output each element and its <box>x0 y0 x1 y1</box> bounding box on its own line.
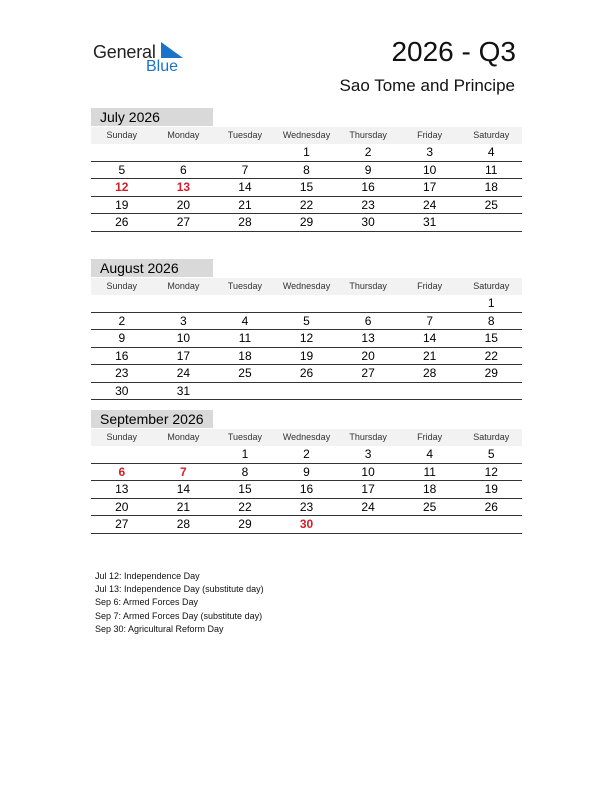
weekday-label: Friday <box>417 130 443 140</box>
day-cell: 30 <box>361 215 375 229</box>
page-title: 2026 - Q3 <box>391 36 516 67</box>
day-cell: 7 <box>180 464 187 479</box>
month-title: July 2026 <box>91 108 213 126</box>
day-cell: 26 <box>484 499 498 514</box>
day-cell: 6 <box>364 313 372 328</box>
day-cell <box>214 144 276 161</box>
day-cell: 8 <box>241 464 249 479</box>
day-cell: 24 <box>176 366 191 380</box>
month-title: August 2026 <box>91 259 213 277</box>
day-cell: 29 <box>299 215 314 229</box>
week-row <box>91 313 522 331</box>
weekday-label: Saturday <box>473 432 510 442</box>
day-cell: 2 <box>118 313 126 328</box>
day-cell: 11 <box>485 162 498 177</box>
day-cell: 18 <box>238 348 252 363</box>
day-cell: 25 <box>238 366 252 380</box>
day-cell: 28 <box>423 366 437 380</box>
day-cell: 10 <box>176 331 191 345</box>
day-cell: 20 <box>115 499 129 514</box>
day-cell: 23 <box>115 366 129 380</box>
day-cell: 5 <box>118 162 126 177</box>
weekday-label: Friday <box>417 281 443 291</box>
day-cell: 16 <box>299 482 314 496</box>
holiday-note: Sep 6: Armed Forces Day <box>95 597 199 608</box>
week-row <box>91 330 522 348</box>
day-cell: 10 <box>361 464 375 479</box>
day-cell: 17 <box>176 348 191 363</box>
month-block <box>91 410 522 534</box>
day-cell: 12 <box>115 180 129 194</box>
day-cell: 16 <box>115 348 129 363</box>
weekday-label: Wednesday <box>282 281 331 291</box>
day-cell <box>399 383 461 400</box>
day-cell <box>276 383 338 400</box>
day-cell: 11 <box>423 464 436 479</box>
weekday-label: Thursday <box>349 130 387 140</box>
day-cell: 8 <box>303 162 310 177</box>
day-cell <box>276 295 338 312</box>
day-cell: 9 <box>118 331 126 345</box>
day-cell <box>399 295 461 312</box>
day-cell <box>153 144 215 161</box>
holiday-note: Sep 30: Agricultural Reform Day <box>95 623 224 634</box>
week-row <box>91 144 522 162</box>
holiday-note: Jul 12: Independence Day <box>95 571 200 581</box>
weekday-header-row <box>91 278 522 295</box>
day-cell <box>91 144 153 161</box>
weekday-label: Tuesday <box>227 432 263 442</box>
day-cell: 12 <box>299 331 314 345</box>
day-cell: 5 <box>303 313 310 328</box>
month-title: September 2026 <box>91 410 213 428</box>
day-cell: 3 <box>180 313 187 328</box>
weekday-label: Friday <box>417 432 443 442</box>
weekday-label: Sunday <box>106 432 138 442</box>
day-cell: 24 <box>361 499 375 514</box>
weekday-label: Monday <box>167 281 200 291</box>
page-subtitle: Sao Tome and Principe <box>339 76 515 95</box>
day-cell: 20 <box>361 348 375 363</box>
day-cell: 30 <box>299 517 314 531</box>
day-cell: 14 <box>176 482 191 496</box>
day-cell: 5 <box>487 447 495 461</box>
weekday-label: Monday <box>167 432 200 442</box>
day-cell <box>337 383 399 400</box>
weekday-label: Saturday <box>473 281 510 291</box>
holiday-note: Sep 7: Armed Forces Day (substitute day) <box>95 610 263 621</box>
day-cell: 21 <box>176 499 191 514</box>
day-cell: 23 <box>361 197 375 212</box>
day-cell: 4 <box>241 313 249 328</box>
logo-flag-icon <box>161 42 183 58</box>
week-row <box>91 516 522 534</box>
day-cell: 19 <box>299 348 314 363</box>
day-cell: 30 <box>115 383 129 398</box>
day-cell: 20 <box>176 197 191 212</box>
day-cell <box>153 446 215 463</box>
day-cell <box>214 383 276 400</box>
day-cell: 18 <box>423 482 437 496</box>
day-cell: 3 <box>364 447 372 461</box>
week-row <box>91 197 522 215</box>
weekday-label: Sunday <box>106 281 138 291</box>
day-cell: 7 <box>241 162 249 177</box>
week-row <box>91 464 522 482</box>
day-cell: 16 <box>361 180 375 194</box>
day-cell: 24 <box>423 197 437 212</box>
week-row <box>91 365 522 383</box>
day-cell: 4 <box>487 145 495 159</box>
day-cell: 1 <box>487 296 495 310</box>
day-cell: 13 <box>176 180 191 194</box>
weekday-label: Wednesday <box>282 130 331 140</box>
day-cell: 29 <box>238 517 252 531</box>
week-row <box>91 446 522 464</box>
weekday-header-row <box>91 127 522 144</box>
day-cell: 9 <box>364 162 372 177</box>
day-cell: 15 <box>299 180 314 194</box>
day-cell: 22 <box>299 197 314 212</box>
day-cell <box>460 214 522 231</box>
week-row <box>91 499 522 517</box>
day-cell <box>337 295 399 312</box>
weekday-label: Sunday <box>106 130 138 140</box>
day-cell: 3 <box>426 145 434 159</box>
day-cell <box>153 295 215 312</box>
day-cell: 6 <box>180 162 187 177</box>
day-cell: 29 <box>484 366 498 380</box>
day-cell: 11 <box>238 331 252 345</box>
day-cell <box>460 516 522 533</box>
day-cell: 12 <box>484 464 498 479</box>
week-row <box>91 162 522 180</box>
day-cell: 22 <box>484 348 498 363</box>
day-cell: 19 <box>115 197 129 212</box>
weekday-label: Thursday <box>349 432 387 442</box>
day-cell: 25 <box>423 499 437 514</box>
day-cell <box>399 516 461 533</box>
weekday-header-row <box>91 429 522 446</box>
day-cell: 7 <box>426 313 434 328</box>
day-cell: 2 <box>364 145 372 159</box>
day-cell: 25 <box>484 197 498 212</box>
month-block <box>91 259 522 400</box>
day-cell: 27 <box>176 215 191 229</box>
day-cell: 26 <box>299 366 314 380</box>
day-cell: 28 <box>176 517 191 531</box>
day-cell: 15 <box>484 331 498 345</box>
weekday-label: Tuesday <box>227 130 263 140</box>
week-row <box>91 214 522 232</box>
day-cell <box>337 516 399 533</box>
day-cell: 4 <box>426 447 434 461</box>
week-row <box>91 179 522 197</box>
day-cell: 31 <box>176 383 191 398</box>
weekday-label: Monday <box>167 130 200 140</box>
day-cell: 19 <box>484 482 498 496</box>
day-cell: 18 <box>484 180 498 194</box>
week-row <box>91 348 522 366</box>
holiday-note: Jul 13: Independence Day (substitute day) <box>95 584 264 595</box>
weekday-label: Saturday <box>473 130 510 140</box>
week-row <box>91 383 522 401</box>
day-cell: 14 <box>423 331 437 345</box>
weekday-label: Wednesday <box>282 432 331 442</box>
day-cell: 14 <box>238 180 252 194</box>
day-cell: 31 <box>423 215 437 229</box>
day-cell: 22 <box>238 499 252 514</box>
day-cell: 27 <box>115 517 129 531</box>
day-cell: 15 <box>238 482 252 496</box>
holiday-notes <box>95 570 264 636</box>
weekday-label: Tuesday <box>227 281 263 291</box>
logo-text-general: General <box>93 42 156 62</box>
day-cell: 2 <box>303 447 310 461</box>
week-row <box>91 481 522 499</box>
day-cell <box>460 383 522 400</box>
day-cell: 10 <box>423 162 437 177</box>
day-cell: 13 <box>361 331 375 345</box>
generalblue-logo <box>93 40 193 80</box>
day-cell: 17 <box>361 482 375 496</box>
day-cell <box>214 295 276 312</box>
day-cell: 6 <box>118 464 126 479</box>
day-cell: 13 <box>115 482 129 496</box>
day-cell: 1 <box>241 447 249 461</box>
week-row <box>91 295 522 313</box>
day-cell <box>91 295 153 312</box>
day-cell <box>91 446 153 463</box>
day-cell: 1 <box>303 145 310 159</box>
day-cell: 21 <box>238 197 252 212</box>
day-cell: 23 <box>299 499 314 514</box>
month-block <box>91 108 522 232</box>
logo-text-blue: Blue <box>146 58 179 75</box>
day-cell: 28 <box>238 215 252 229</box>
day-cell: 21 <box>423 348 437 363</box>
day-cell: 9 <box>303 464 310 479</box>
day-cell: 8 <box>487 313 495 328</box>
weekday-label: Thursday <box>349 281 387 291</box>
day-cell: 27 <box>361 366 375 380</box>
day-cell: 17 <box>423 180 437 194</box>
day-cell: 26 <box>115 215 129 229</box>
